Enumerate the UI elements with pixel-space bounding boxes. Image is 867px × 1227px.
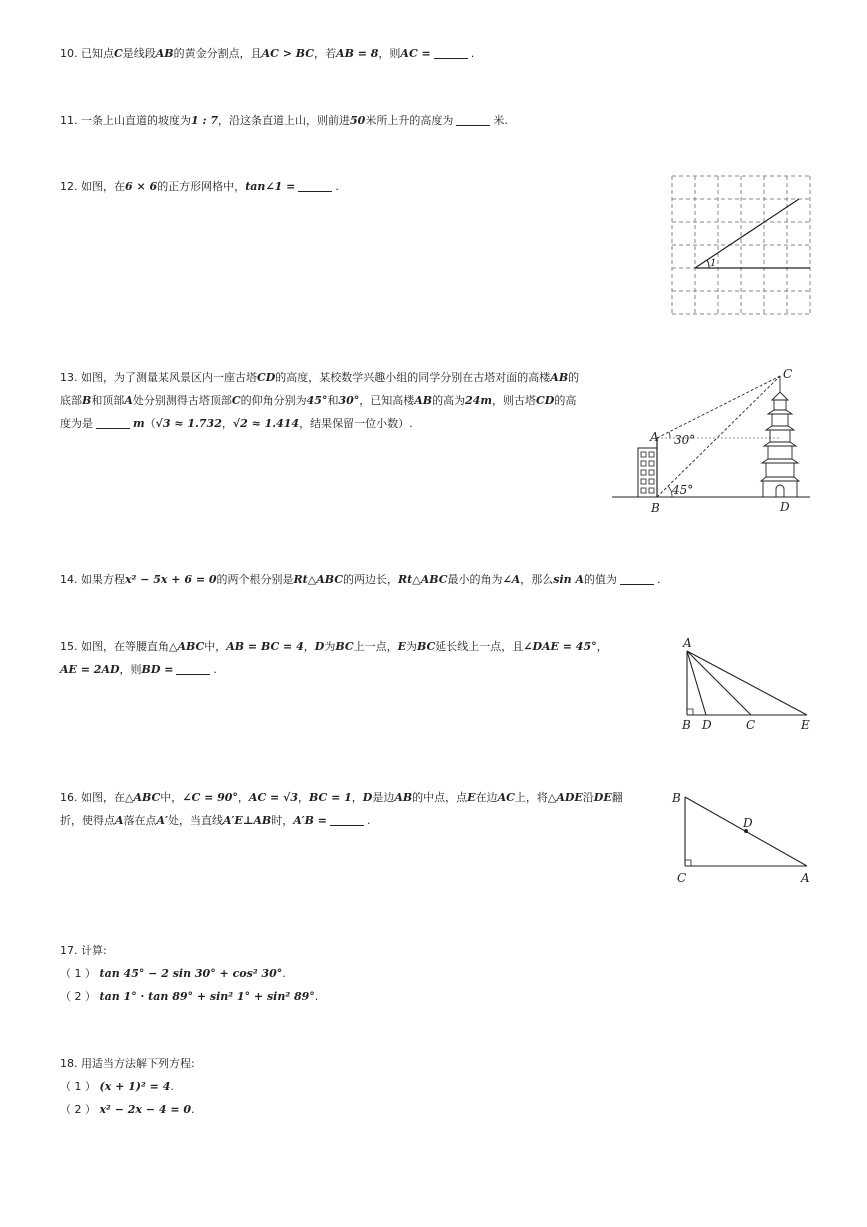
answer-blank[interactable] — [434, 46, 468, 59]
label-c: C — [746, 718, 756, 732]
q12-math: tan∠1 = — [245, 180, 296, 193]
question-18-part1 — [60, 1076, 174, 1098]
q15-math: D — [314, 640, 325, 653]
q16-math: ∠C = 90° — [182, 791, 238, 804]
q13-math: √3 ≈ 1.732 — [155, 417, 222, 430]
q10-text: 是线段 — [122, 47, 156, 60]
q16-math: DE — [593, 791, 612, 804]
q13-text: 和 — [327, 394, 339, 407]
q14-math: sin A — [553, 573, 584, 586]
q14-text: 的两边长， — [343, 573, 399, 586]
answer-blank[interactable] — [456, 113, 490, 126]
q16-math: A′ — [156, 814, 168, 827]
q16-text: 上，将 — [514, 791, 548, 804]
q12-text: 12. 如图，在 — [60, 180, 125, 193]
q13-math: m — [133, 417, 145, 430]
q16-math: D — [362, 791, 373, 804]
part-number: （ 1 ） — [60, 1080, 96, 1093]
q15-text: 为 — [324, 640, 336, 653]
q14-math: Rt△ABC — [293, 573, 344, 586]
q13-math: 45° — [306, 394, 328, 407]
q10-text: . — [470, 47, 475, 60]
q16-text: 沿 — [582, 791, 594, 804]
q15-text: 上一点， — [353, 640, 398, 653]
pagoda-figure — [608, 362, 814, 518]
q16-text: 时， — [271, 814, 294, 827]
q13-math: 30° — [338, 394, 360, 407]
q16-text: 16. 如图，在 — [60, 791, 125, 804]
label-b: B — [682, 718, 691, 732]
q15-math: BC — [416, 640, 436, 653]
q13-text: 的仰角分别为 — [240, 394, 307, 407]
q16-text: 落在点 — [123, 814, 157, 827]
q16-text: . — [366, 814, 371, 827]
q13-text: 的高为 — [432, 394, 466, 407]
q16-math: △ABC — [125, 791, 161, 804]
triangle-ade-figure — [676, 634, 816, 734]
question-11 — [60, 110, 508, 132]
question-10 — [60, 43, 474, 65]
answer-blank[interactable] — [620, 572, 654, 585]
q16-math: AC — [497, 791, 515, 804]
question-18 — [60, 1053, 195, 1075]
q11-text: ，沿这条直道上山，则前进 — [218, 114, 351, 127]
q13-text: 底部 — [60, 394, 82, 407]
q11-math: 50 — [350, 114, 366, 127]
q13-math: 24m — [465, 394, 493, 407]
label-d: D — [702, 718, 712, 732]
label-angle-30: 30° — [674, 433, 696, 447]
q13-math: CD — [257, 371, 276, 384]
q15-math: BC — [335, 640, 354, 653]
q13-math: AB — [550, 371, 569, 384]
q17-text: . — [314, 990, 319, 1003]
q15-text: ， — [596, 640, 608, 653]
q14-text: ，那么 — [520, 573, 554, 586]
q15-math: AB = BC = 4 — [226, 640, 304, 653]
q18-title: 18. 用适当方法解下列方程: — [60, 1057, 195, 1070]
q16-math: AC = √3 — [248, 791, 298, 804]
q14-math: x² − 5x + 6 = 0 — [125, 573, 217, 586]
q16-math: AB — [394, 791, 413, 804]
q13-math: CD — [536, 394, 555, 407]
q13-text: ，结果保留一位小数）. — [299, 417, 413, 430]
question-15 — [60, 636, 608, 658]
q18-text: . — [170, 1080, 174, 1093]
q14-text: . — [657, 573, 661, 586]
q13-math: A — [124, 394, 133, 407]
label-a: A — [801, 871, 810, 885]
q15-text: 15. 如图，在等腰直角 — [60, 640, 169, 653]
answer-blank[interactable] — [176, 662, 210, 675]
q10-text: ，若 — [314, 47, 337, 60]
q10-text: 的黄金分割点，且 — [173, 47, 262, 60]
sight-line-30 — [657, 376, 780, 438]
q13-text: 和顶部 — [91, 394, 125, 407]
angle-label: 1 — [710, 258, 717, 269]
q11-math: 1 : 7 — [191, 114, 219, 127]
q15-math: AE = 2AD — [60, 663, 120, 676]
label-a: A — [683, 636, 692, 650]
grid-figure — [668, 172, 814, 318]
q16-text: 是边 — [372, 791, 395, 804]
label-a: A — [650, 430, 659, 444]
label-c: C — [783, 367, 793, 381]
label-c: C — [677, 871, 687, 885]
question-18-part2 — [60, 1099, 195, 1121]
q13-text: 13. 如图，为了测量某风景区内一座古塔 — [60, 371, 257, 384]
q18-equation: x² − 2x − 4 = 0 — [99, 1103, 192, 1116]
question-13 — [60, 367, 579, 389]
q16-text: ， — [297, 791, 309, 804]
q10-math: AB = 8 — [336, 47, 379, 60]
q14-text: 14. 如果方程 — [60, 573, 125, 586]
question-15-line2 — [60, 659, 217, 681]
q17-title: 17. 计算: — [60, 944, 107, 957]
q12-text: . — [335, 180, 339, 193]
q15-math: △ABC — [169, 640, 205, 653]
question-14 — [60, 569, 661, 591]
q16-math: A′E⊥AB — [222, 814, 272, 827]
q17-text: . — [282, 967, 286, 980]
part-number: （ 2 ） — [60, 1103, 96, 1116]
q16-text: 在边 — [475, 791, 498, 804]
q11-text: 11. 一条上山直道的坡度为 — [60, 114, 191, 127]
question-17 — [60, 940, 107, 962]
q13-text: ，则古塔 — [492, 394, 537, 407]
q14-text: 的两个根分别是 — [216, 573, 294, 586]
q17-expression: tan 45° − 2 sin 30° + cos² 30° — [99, 967, 283, 980]
question-12 — [60, 176, 339, 198]
q15-math: ∠DAE = 45° — [523, 640, 597, 653]
label-angle-45: 45° — [672, 483, 694, 497]
q13-text: ， — [221, 417, 233, 430]
q14-math: Rt△ABC — [398, 573, 448, 586]
q16-text: ， — [237, 791, 249, 804]
q15-text: 为 — [405, 640, 417, 653]
pagoda — [761, 376, 799, 497]
question-13-line3 — [60, 413, 413, 435]
label-d: D — [780, 500, 790, 514]
question-13-line2 — [60, 390, 576, 412]
answer-blank[interactable] — [96, 416, 130, 429]
q15-text: ，则 — [119, 663, 142, 676]
q10-math: AB — [155, 47, 174, 60]
q13-math: √2 ≈ 1.414 — [232, 417, 300, 430]
q16-text: 的中点，点 — [412, 791, 468, 804]
q10-math: C — [114, 47, 123, 60]
q13-text: ，已知高楼 — [359, 394, 415, 407]
question-16-line2 — [60, 810, 370, 832]
q15-math: E — [397, 640, 406, 653]
q14-text: 的值为 — [584, 573, 617, 586]
q16-text: 折，使得点 — [60, 814, 115, 827]
q16-math: A′B = — [293, 814, 327, 827]
q11-text: 米所上升的高度为 — [365, 114, 454, 127]
question-16 — [60, 787, 623, 809]
q15-text: . — [213, 663, 217, 676]
q13-text: 的高度，某校数学兴趣小组的同学分别在古塔对面的高楼 — [275, 371, 551, 384]
q15-text: 中， — [204, 640, 227, 653]
building-windows — [641, 452, 654, 493]
q13-text: 度为是 — [60, 417, 93, 430]
q16-math: BC = 1 — [308, 791, 352, 804]
q15-math: BD = — [141, 663, 174, 676]
q16-text: ， — [351, 791, 363, 804]
q14-math: ∠A — [502, 573, 521, 586]
part-number: （ 1 ） — [60, 967, 96, 980]
label-e: E — [801, 718, 810, 732]
label-b: B — [672, 791, 681, 805]
q16-math: △ADE — [547, 791, 583, 804]
q13-math: B — [82, 394, 92, 407]
q16-text: 处，当直线 — [167, 814, 223, 827]
q13-text: （ — [144, 417, 156, 430]
q12-text: 的正方形网格中， — [157, 180, 246, 193]
q16-math: E — [467, 791, 476, 804]
q13-text: 的 — [568, 371, 580, 384]
q10-math: AC = — [400, 47, 431, 60]
answer-blank[interactable] — [298, 179, 332, 192]
q15-text: ， — [303, 640, 315, 653]
q13-text: 的高 — [554, 394, 577, 407]
label-b: B — [651, 501, 660, 515]
answer-blank[interactable] — [330, 813, 364, 826]
q13-math: AB — [414, 394, 433, 407]
q12-math: 6 × 6 — [125, 180, 158, 193]
q10-text: ，则 — [378, 47, 401, 60]
q14-text: 最小的角为 — [447, 573, 503, 586]
q16-math: A — [115, 814, 124, 827]
q11-text: 米. — [493, 114, 508, 127]
q10-text: 10. 已知点 — [60, 47, 114, 60]
label-d: D — [743, 816, 753, 830]
q18-equation: (x + 1)² = 4 — [99, 1080, 171, 1093]
q13-math: C — [231, 394, 241, 407]
q15-text: 延长线上一点，且 — [435, 640, 524, 653]
q16-text: 翻 — [611, 791, 623, 804]
q13-text: 处分别测得古塔顶部 — [132, 394, 232, 407]
q10-math: AC > BC — [261, 47, 315, 60]
question-17-part1 — [60, 963, 286, 985]
triangle-abc-figure — [668, 786, 818, 890]
question-17-part2 — [60, 986, 318, 1008]
part-number: （ 2 ） — [60, 990, 96, 1003]
q17-expression: tan 1° · tan 89° + sin² 1° + sin² 89° — [99, 990, 315, 1003]
q16-text: 中， — [160, 791, 183, 804]
q18-text: . — [191, 1103, 195, 1116]
